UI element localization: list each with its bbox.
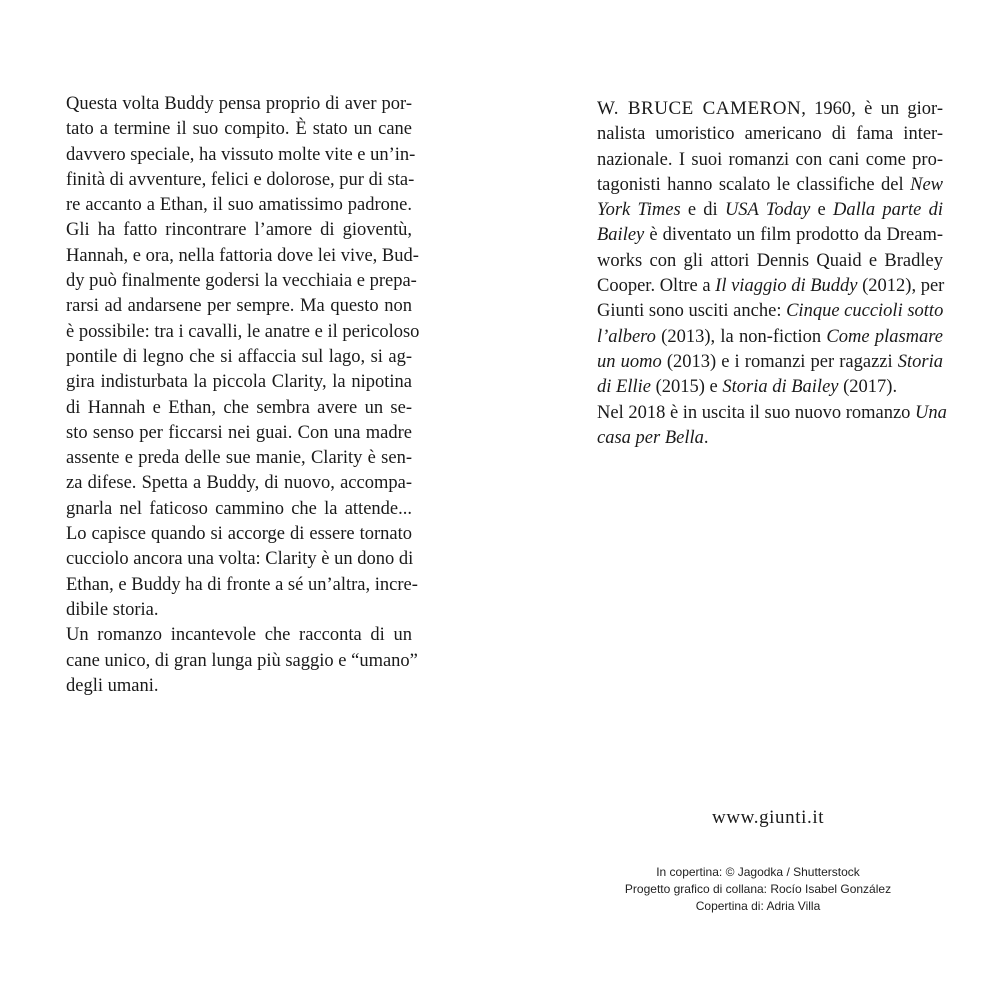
author-name: W. BRUCE CAMERON bbox=[597, 98, 802, 119]
bio-text: (2017). bbox=[838, 377, 898, 398]
cover-credits bbox=[608, 864, 908, 915]
credit-line: In copertina: © Jagodka / Shutterstock bbox=[656, 865, 860, 879]
book-title: Come plasmare bbox=[826, 326, 944, 347]
author-bio bbox=[597, 96, 947, 451]
bio-line bbox=[597, 96, 943, 122]
bio-line bbox=[597, 350, 943, 375]
bio-line bbox=[597, 426, 943, 451]
blurb-line: Hannah, e ora, nella fattoria dove lei vive, Bud- bbox=[66, 245, 419, 266]
bio-line: works con gli attori Dennis Quaid e Bradley bbox=[597, 250, 943, 271]
blurb-line: gira indisturbata la piccola Clarity, la nipotina bbox=[66, 372, 412, 393]
credit-line: Copertina di: Adria Villa bbox=[695, 899, 821, 913]
bio-line bbox=[597, 274, 943, 299]
bio-text: (2012), per bbox=[857, 276, 945, 297]
blurb-line: Ethan, e Buddy ha di fronte a sé un’altra, incre- bbox=[66, 574, 418, 595]
bio-text: (2013) e i romanzi per ragazzi bbox=[661, 351, 898, 372]
book-title: USA Today bbox=[724, 200, 811, 221]
blurb-line: sto senso per ficcarsi nei guai. Con una madre bbox=[66, 422, 412, 443]
book-title: New bbox=[910, 174, 943, 195]
closing-line: cane unico, di gran lunga più saggio e “umano” bbox=[66, 650, 418, 671]
book-title: Una bbox=[915, 402, 947, 423]
bio-line: nazionale. I suoi romanzi con cani come pro- bbox=[597, 149, 943, 170]
blurb-line: Lo capisce quando si accorge di essere tornato bbox=[66, 524, 412, 545]
bio-text: e di bbox=[680, 200, 725, 221]
publisher-website[interactable]: www.giunti.it bbox=[712, 807, 825, 828]
book-title: un uomo bbox=[597, 351, 662, 372]
book-title: Bailey bbox=[597, 225, 645, 246]
bio-line: nalista umoristico americano di fama inter- bbox=[597, 124, 943, 145]
bio-line bbox=[597, 375, 943, 400]
blurb-line: dibile storia. bbox=[66, 599, 159, 620]
bio-text: Giunti sono usciti anche: bbox=[597, 301, 787, 322]
book-title: casa per Bella bbox=[597, 427, 704, 448]
bio-line bbox=[597, 299, 943, 324]
blurb-line: è possibile: tra i cavalli, le anatre e il pericoloso bbox=[66, 321, 420, 342]
bio-line bbox=[597, 401, 947, 426]
blurb-line: rarsi ad andarsene per sempre. Ma questo non bbox=[66, 296, 412, 317]
book-title: Dalla parte di bbox=[832, 200, 943, 221]
blurb-line: dy può finalmente godersi la vecchiaia e prepa- bbox=[66, 271, 417, 292]
book-title: York Times bbox=[597, 200, 681, 221]
blurb-line: pontile di legno che si affaccia sul lago, si ag- bbox=[66, 346, 412, 367]
blurb-text bbox=[66, 92, 420, 699]
blurb-line: tato a termine il suo compito. È stato un cane bbox=[66, 119, 412, 140]
book-title: di Ellie bbox=[597, 377, 651, 398]
bio-text: (2013), la non-fiction bbox=[655, 326, 827, 347]
blurb-line: davvero speciale, ha vissuto molte vite e un’in- bbox=[66, 144, 416, 165]
blurb-line: finità di avventure, felici e dolorose, pur di sta- bbox=[66, 169, 415, 190]
bio-text: Nel 2018 è in uscita il suo nuovo romanzo bbox=[597, 402, 916, 423]
back-cover-right-page bbox=[500, 0, 1000, 985]
book-title: Cinque cuccioli sotto bbox=[786, 301, 944, 322]
closing-line: degli umani. bbox=[66, 675, 159, 696]
bio-text: e bbox=[810, 200, 833, 221]
bio-text: , 1960, è un gior- bbox=[801, 99, 943, 119]
bio-text: è diventato un film prodotto da Dream- bbox=[644, 225, 943, 246]
blurb-line: gnarla nel faticoso cammino che la attende... bbox=[66, 498, 412, 519]
bio-text: tagonisti hanno scalato le classifiche del bbox=[597, 174, 911, 195]
bio-line bbox=[597, 325, 943, 350]
book-title: Storia bbox=[897, 351, 943, 372]
blurb-line: re accanto a Ethan, il suo amatissimo padrone. bbox=[66, 195, 412, 216]
blurb-line: cucciolo ancora una volta: Clarity è un dono di bbox=[66, 549, 414, 570]
bio-text: (2015) e bbox=[650, 377, 723, 398]
bio-line bbox=[597, 198, 943, 223]
bio-line bbox=[597, 223, 943, 248]
blurb-line: Questa volta Buddy pensa proprio di aver por- bbox=[66, 94, 412, 114]
book-title: Storia di Bailey bbox=[722, 377, 839, 398]
blurb-line: Gli ha fatto rincontrare l’amore di gioventù, bbox=[66, 220, 412, 241]
credit-line: Progetto grafico di collana: Rocío Isabel González bbox=[624, 882, 892, 896]
blurb-line: di Hannah e Ethan, che sembra avere un se- bbox=[66, 397, 412, 418]
book-title: Il viaggio di Buddy bbox=[715, 276, 858, 297]
bio-text: . bbox=[703, 427, 709, 448]
bio-text: Cooper. Oltre a bbox=[597, 276, 716, 297]
blurb-line: assente e preda delle sue manie, Clarity è sen- bbox=[66, 448, 412, 469]
book-title: l’albero bbox=[597, 326, 656, 347]
closing-line: Un romanzo incantevole che racconta di un bbox=[66, 625, 412, 646]
blurb-line: za difese. Spetta a Buddy, di nuovo, accompa- bbox=[66, 473, 412, 494]
bio-line bbox=[597, 173, 943, 198]
